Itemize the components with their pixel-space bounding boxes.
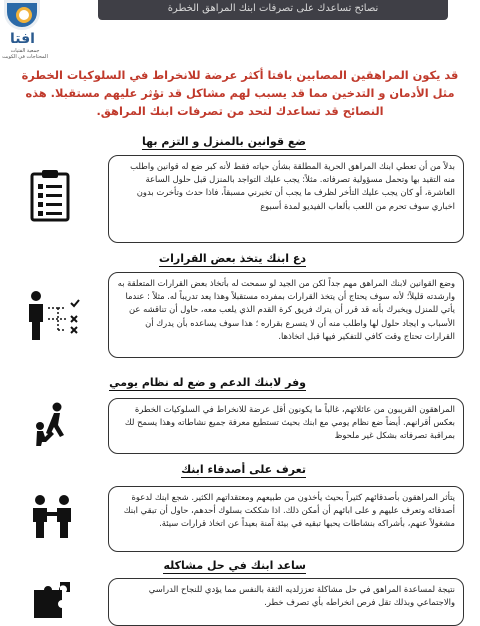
section-title-decisions: دع ابنك يتخذ بعض القرارات (159, 252, 306, 265)
logo-emblem (4, 0, 40, 30)
clipboard-checklist-icon (28, 170, 72, 222)
section-body-support: المراهقون القريبون من عائلاتهم، غالباً ما يكونون أقل عرضة للانخراط في السلوكيات الخطرة بعكس أقرانهم. أيضاً ضع نظام يومي مع ابنك بحيث تستطيع معرفة جميع نشاطاته وهذا يسمح لك بمراقبة تصرفاته بشكل غير ملحوظ (108, 398, 464, 454)
logo-name: افتا (10, 31, 35, 47)
section-title-problems: ساعد ابنك في حل مشاكله (163, 559, 306, 572)
section-body-friends: يتأثر المراهقون بأصدقائهم كثيراً بحيث يأخذون من طبيعهم ومعتقداتهم الكثير. شجع ابنك لدعوة أصدقائه وتعرف عليهم و على ابائهم أن أمكن ذلك. اذا شككت بسلوك أحدهم، حاول أن تبقي ابنك مشغولاً عنهم، بأشراكه بنشاطات يحبها تبقيه في بيئة آمنة بعيداً عن اتخاذ قرارات سيئة. (108, 486, 464, 552)
friends-icon (30, 494, 74, 538)
puzzle-icon (30, 580, 74, 620)
support-people-icon (32, 402, 72, 446)
section-title-support: وفر لابنك الدعم و ضع له نظام يومي (109, 376, 306, 389)
section-body-decisions: وضع القوانين لابنك المراهق مهم جداً لكن من الجيد لو سمحت له بأتخاذ بعض القرارات المتعلقة به وارشدته قليلاً؛ لأنه سوف يحتاج أن يتخذ القرارات بمفرده مستقبلاً وهذا يعد تدريباً له. مثلاً : عندما يأتي للمنزل ويخبرك بأنه قد قرر أن يترك فريق كرة القدم الذي يلعب معه، حاول أن تناقشه عن الأسباب و ايجاد حلول لها واطلب منه أن لا يتسرع بقراره ؛ هذا سوف يساعده بأن يدرك أن القرارات تحتاج وقت كافي للتفكير فيها قبل اتخاذها. (108, 272, 464, 358)
section-body-problems: نتيجة لمساعدة المراهق في حل مشاكلة تعززلديه الثقة بالنفس مما يؤدي للنجاح الدراسي والاجتماعي وبذلك تقل فرص انخراطه بأي تصرف خطر. (108, 578, 464, 626)
section-title-friends: تعرف على أصدقاء ابنك (181, 463, 306, 476)
person-decision-icon (26, 290, 88, 342)
header-banner: نصائح تساعدك على تصرفات ابنك المراهق الخطرة (98, 0, 448, 20)
section-body-rules: بدلاً من أن تعطي ابنك المراهق الحرية المطلقة بشأن حياته فقط لأنه كبر ضع له قوانين واطلب منه التقيد بها وتحمل مسؤولية تصرفاته. مثلاً: يجب عليك التواجد بالمنزل قبل حلول الساعة العاشرة، أو كان يجب عليك التأخر لظرف ما يجب أن تخبرني مسبقاً، فاذا حدث وتأخرت بدون اخباري سوف تحرم من اللعب بألعاب الفيديو لمدة أسبوع (108, 155, 464, 243)
section-title-rules: ضع قوانين بالمنزل و التزم بها (142, 135, 306, 148)
logo (2, 0, 48, 60)
logo-subtitle: جمعية الفتيات المحتاجات في الكويت (2, 48, 48, 60)
intro-text: قد يكون المراهقين المصابين بافتا أكثر عرضة للانخراط في السلوكيات الخطرة مثل الأدمان و التدخين مما قد يسبب لهم مشاكل قد تؤثر عليهم مستقبلا. هذه النصائح قد تساعدك لتحد من تصرفات ابنك المراهق. (21, 68, 459, 118)
